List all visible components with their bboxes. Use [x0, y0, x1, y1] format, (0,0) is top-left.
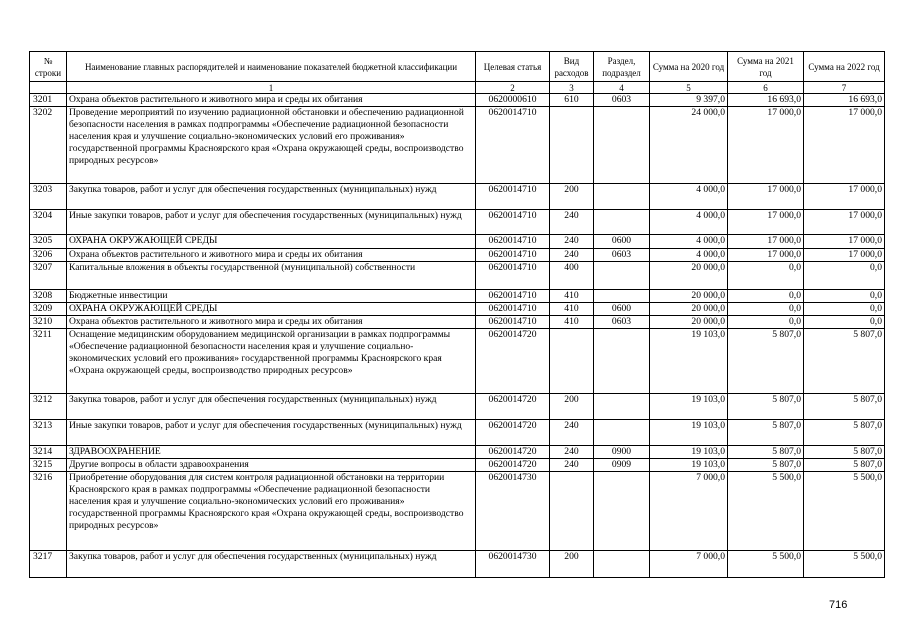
cell-sum-2021: 5 500,0 [728, 472, 804, 551]
cell-row-number: 3216 [30, 472, 67, 551]
cell-indicator-name: ОХРАНА ОКРУЖАЮЩЕЙ СРЕДЫ [67, 303, 476, 316]
cell-sum-2020: 20 000,0 [650, 290, 728, 303]
cell-section [594, 262, 650, 290]
cell-sum-2020: 19 103,0 [650, 329, 728, 394]
cell-sum-2022: 5 807,0 [804, 446, 885, 459]
col-header-sum2021: Сумма на 2021 год [728, 52, 804, 82]
cell-expense-type: 410 [550, 290, 594, 303]
cell-sum-2022: 5 807,0 [804, 329, 885, 394]
cell-row-number: 3207 [30, 262, 67, 290]
cell-indicator-name: Закупка товаров, работ и услуг для обеспечения государственных (муниципальных) нужд [67, 394, 476, 420]
cell-indicator-name: Закупка товаров, работ и услуг для обеспечения государственных (муниципальных) нужд [67, 184, 476, 210]
col-number: 7 [804, 82, 885, 94]
cell-section: 0600 [594, 303, 650, 316]
cell-sum-2022: 17 000,0 [804, 249, 885, 262]
cell-sum-2022: 5 807,0 [804, 459, 885, 472]
cell-expense-type: 240 [550, 235, 594, 249]
cell-sum-2020: 7 000,0 [650, 472, 728, 551]
cell-sum-2022: 0,0 [804, 316, 885, 329]
cell-indicator-name: Охрана объектов растительного и животного мира и среды их обитания [67, 316, 476, 329]
cell-sum-2020: 9 397,0 [650, 94, 728, 107]
cell-expense-type: 200 [550, 551, 594, 578]
cell-sum-2022: 17 000,0 [804, 210, 885, 235]
cell-indicator-name: Иные закупки товаров, работ и услуг для обеспечения государственных (муниципальных) нужд [67, 420, 476, 446]
cell-section: 0909 [594, 459, 650, 472]
cell-row-number: 3213 [30, 420, 67, 446]
cell-sum-2022: 17 000,0 [804, 235, 885, 249]
cell-section [594, 551, 650, 578]
cell-expense-type [550, 107, 594, 184]
cell-sum-2021: 17 000,0 [728, 210, 804, 235]
cell-expense-type: 400 [550, 262, 594, 290]
table-row [30, 290, 885, 303]
cell-sum-2021: 17 000,0 [728, 249, 804, 262]
col-header-sum2022: Сумма на 2022 год [804, 52, 885, 82]
cell-expense-type: 410 [550, 303, 594, 316]
cell-sum-2021: 16 693,0 [728, 94, 804, 107]
col-header-section: Раздел, подраздел [594, 52, 650, 82]
cell-sum-2021: 5 807,0 [728, 446, 804, 459]
cell-section: 0603 [594, 316, 650, 329]
cell-target-article: 0620014710 [476, 316, 550, 329]
cell-indicator-name: Проведение мероприятий по изучению радиационной обстановки и обеспечению радиационной безопасности населения в рамках подпрограммы «Обеспечение радиационной безопасности населения края и улучшение социально-экономических условий его проживания» государственной программы Красноярского края «Охрана окружающей среды, воспроизводство природных ресурсов» [67, 107, 476, 184]
table-row [30, 94, 885, 107]
cell-indicator-name: Другие вопросы в области здравоохранения [67, 459, 476, 472]
col-number: 2 [476, 82, 550, 94]
cell-expense-type: 240 [550, 210, 594, 235]
cell-row-number: 3210 [30, 316, 67, 329]
cell-sum-2021: 5 807,0 [728, 420, 804, 446]
cell-sum-2020: 20 000,0 [650, 316, 728, 329]
cell-row-number: 3205 [30, 235, 67, 249]
cell-indicator-name: ОХРАНА ОКРУЖАЮЩЕЙ СРЕДЫ [67, 235, 476, 249]
cell-expense-type [550, 472, 594, 551]
table-row [30, 316, 885, 329]
cell-indicator-name: Охрана объектов растительного и животного мира и среды их обитания [67, 94, 476, 107]
cell-sum-2022: 5 807,0 [804, 394, 885, 420]
cell-expense-type: 410 [550, 316, 594, 329]
cell-sum-2021: 17 000,0 [728, 235, 804, 249]
cell-expense-type: 200 [550, 184, 594, 210]
cell-sum-2020: 19 103,0 [650, 394, 728, 420]
table-row [30, 394, 885, 420]
cell-target-article: 0620014710 [476, 249, 550, 262]
cell-indicator-name: Бюджетные инвестиции [67, 290, 476, 303]
header-row [30, 52, 885, 82]
cell-target-article: 0620014720 [476, 420, 550, 446]
cell-expense-type: 200 [550, 394, 594, 420]
cell-row-number: 3217 [30, 551, 67, 578]
cell-row-number: 3206 [30, 249, 67, 262]
cell-target-article: 0620014710 [476, 210, 550, 235]
cell-target-article: 0620000610 [476, 94, 550, 107]
col-number: 5 [650, 82, 728, 94]
cell-target-article: 0620014720 [476, 329, 550, 394]
cell-indicator-name: Приобретение оборудования для систем контроля радиационной обстановки на территории Красноярского края в рамках подпрограммы «Обеспечение радиационной безопасности населения края и улучшение социально-экономических условий его проживания» государственной программы Красноярского края «Охрана окружающей среды, воспроизводство природных ресурсов» [67, 472, 476, 551]
cell-sum-2021: 5 807,0 [728, 459, 804, 472]
cell-section [594, 394, 650, 420]
cell-sum-2021: 17 000,0 [728, 184, 804, 210]
cell-section: 0600 [594, 235, 650, 249]
cell-indicator-name: Иные закупки товаров, работ и услуг для обеспечения государственных (муниципальных) нужд [67, 210, 476, 235]
cell-expense-type: 240 [550, 249, 594, 262]
cell-section [594, 107, 650, 184]
cell-expense-type: 610 [550, 94, 594, 107]
cell-expense-type [550, 329, 594, 394]
col-number: 6 [728, 82, 804, 94]
cell-sum-2020: 19 103,0 [650, 446, 728, 459]
cell-sum-2021: 0,0 [728, 303, 804, 316]
cell-section [594, 210, 650, 235]
col-number: 4 [594, 82, 650, 94]
table-row [30, 551, 885, 578]
cell-target-article: 0620014720 [476, 459, 550, 472]
cell-indicator-name: Капитальные вложения в объекты государственной (муниципальной) собственности [67, 262, 476, 290]
cell-sum-2020: 7 000,0 [650, 551, 728, 578]
cell-sum-2020: 4 000,0 [650, 184, 728, 210]
cell-section [594, 420, 650, 446]
table-row [30, 249, 885, 262]
col-header-no: № строки [30, 52, 67, 82]
col-number: 1 [67, 82, 476, 94]
cell-section: 0603 [594, 94, 650, 107]
col-header-sum2020: Сумма на 2020 год [650, 52, 728, 82]
cell-target-article: 0620014720 [476, 446, 550, 459]
cell-sum-2021: 5 500,0 [728, 551, 804, 578]
cell-sum-2022: 0,0 [804, 262, 885, 290]
cell-target-article: 0620014710 [476, 184, 550, 210]
cell-sum-2020: 24 000,0 [650, 107, 728, 184]
cell-sum-2021: 5 807,0 [728, 329, 804, 394]
cell-target-article: 0620014720 [476, 394, 550, 420]
cell-section [594, 184, 650, 210]
cell-section [594, 472, 650, 551]
cell-sum-2021: 0,0 [728, 316, 804, 329]
cell-sum-2022: 0,0 [804, 290, 885, 303]
cell-sum-2022: 5 807,0 [804, 420, 885, 446]
table-row [30, 235, 885, 249]
cell-sum-2020: 4 000,0 [650, 249, 728, 262]
cell-row-number: 3214 [30, 446, 67, 459]
cell-row-number: 3215 [30, 459, 67, 472]
cell-sum-2022: 5 500,0 [804, 551, 885, 578]
cell-target-article: 0620014710 [476, 235, 550, 249]
cell-section: 0603 [594, 249, 650, 262]
table-row [30, 420, 885, 446]
cell-sum-2022: 0,0 [804, 303, 885, 316]
col-header-name: Наименование главных распорядителей и наименование показателей бюджетной классификации [67, 52, 476, 82]
table-row [30, 446, 885, 459]
cell-row-number: 3204 [30, 210, 67, 235]
cell-sum-2022: 16 693,0 [804, 94, 885, 107]
table-row [30, 107, 885, 184]
table-row [30, 329, 885, 394]
col-number [30, 82, 67, 94]
cell-target-article: 0620014710 [476, 107, 550, 184]
cell-section [594, 290, 650, 303]
cell-row-number: 3211 [30, 329, 67, 394]
cell-sum-2020: 20 000,0 [650, 262, 728, 290]
page-number: 716 [829, 599, 848, 611]
cell-sum-2022: 5 500,0 [804, 472, 885, 551]
table-row [30, 472, 885, 551]
col-number: 3 [550, 82, 594, 94]
budget-table-sheet [29, 51, 885, 578]
cell-expense-type: 240 [550, 459, 594, 472]
cell-target-article: 0620014730 [476, 472, 550, 551]
cell-row-number: 3208 [30, 290, 67, 303]
table-row [30, 210, 885, 235]
table-row [30, 262, 885, 290]
cell-sum-2020: 4 000,0 [650, 210, 728, 235]
cell-target-article: 0620014710 [476, 262, 550, 290]
cell-target-article: 0620014710 [476, 290, 550, 303]
cell-sum-2021: 17 000,0 [728, 107, 804, 184]
cell-sum-2020: 20 000,0 [650, 303, 728, 316]
cell-sum-2022: 17 000,0 [804, 107, 885, 184]
cell-target-article: 0620014730 [476, 551, 550, 578]
cell-sum-2021: 5 807,0 [728, 394, 804, 420]
col-header-type: Вид расходов [550, 52, 594, 82]
col-header-target: Целевая статья [476, 52, 550, 82]
cell-target-article: 0620014710 [476, 303, 550, 316]
cell-section: 0900 [594, 446, 650, 459]
cell-indicator-name: ЗДРАВООХРАНЕНИЕ [67, 446, 476, 459]
cell-sum-2022: 17 000,0 [804, 184, 885, 210]
cell-expense-type: 240 [550, 420, 594, 446]
budget-table [29, 51, 885, 578]
table-row [30, 184, 885, 210]
table-body [30, 94, 885, 578]
cell-row-number: 3212 [30, 394, 67, 420]
table-row [30, 303, 885, 316]
cell-sum-2020: 19 103,0 [650, 420, 728, 446]
cell-row-number: 3209 [30, 303, 67, 316]
cell-section [594, 329, 650, 394]
cell-row-number: 3201 [30, 94, 67, 107]
cell-sum-2021: 0,0 [728, 262, 804, 290]
cell-expense-type: 240 [550, 446, 594, 459]
cell-sum-2021: 0,0 [728, 290, 804, 303]
column-number-row [30, 82, 885, 94]
cell-sum-2020: 19 103,0 [650, 459, 728, 472]
cell-row-number: 3202 [30, 107, 67, 184]
cell-sum-2020: 4 000,0 [650, 235, 728, 249]
table-row [30, 459, 885, 472]
cell-row-number: 3203 [30, 184, 67, 210]
cell-indicator-name: Оснащение медицинским оборудованием медицинской организации в рамках подпрограммы «Обеспечение радиационной безопасности населения края и улучшение социально-экономических условий его проживания» государственной программы Красноярского края «Охрана окружающей среды, воспроизводство природных ресурсов» [67, 329, 476, 394]
cell-indicator-name: Охрана объектов растительного и животного мира и среды их обитания [67, 249, 476, 262]
cell-indicator-name: Закупка товаров, работ и услуг для обеспечения государственных (муниципальных) нужд [67, 551, 476, 578]
